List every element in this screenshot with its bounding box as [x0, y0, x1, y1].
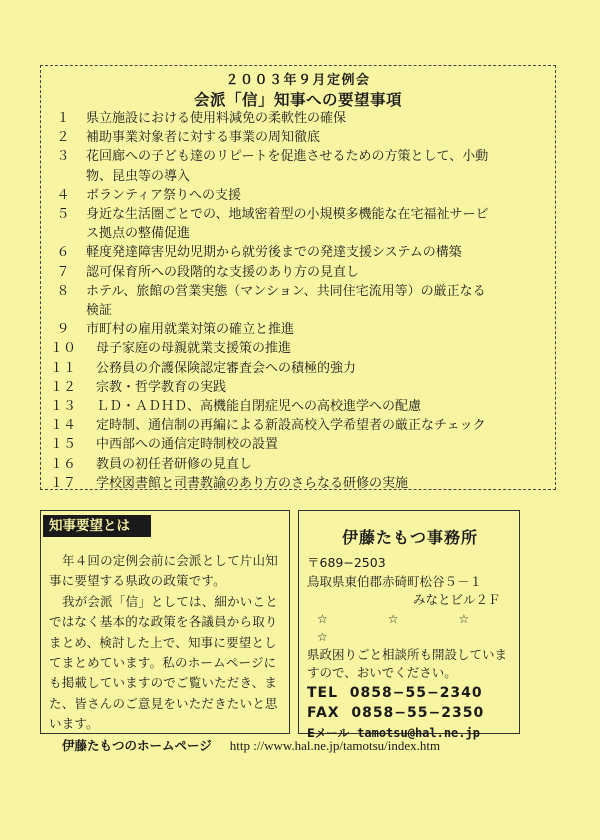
- list-item: [41, 320, 555, 339]
- footer: [62, 736, 440, 754]
- item-number: ７: [56, 264, 70, 280]
- consultation-note: 県政困りごと相談所も開設していますので、おいでください。: [307, 646, 508, 680]
- item-text: 宗教・哲学教育の実践: [96, 379, 227, 395]
- list-item: [41, 205, 555, 243]
- about-requests-body: [49, 551, 283, 735]
- email-address[interactable]: tamotsu@hal.ne.jp: [357, 725, 480, 740]
- item-number: ２: [56, 130, 70, 146]
- list-item: [41, 416, 555, 435]
- about-requests-para1: 年４回の定例会前に会派として片山知事に要望する県政の政策です。: [49, 553, 278, 589]
- item-text: 母子家庭の母親就業支援策の推進: [96, 341, 292, 357]
- list-item: [41, 397, 555, 416]
- item-text: 中西部への通信定時制校の設置: [96, 437, 279, 453]
- item-text: 学校図書館と司書教諭のあり方のさらなる研修の実施: [96, 475, 409, 491]
- item-text: 教員の初任者研修の見直し: [96, 456, 253, 472]
- homepage-link[interactable]: http ://www.hal.ne.jp/tamotsu/index.htm: [229, 738, 441, 753]
- page-title: 会派「信」知事への要望事項: [193, 91, 402, 109]
- item-text: ＬＤ・ＡＤＨＤ、高機能自閉症児への高校進学への配慮: [96, 399, 422, 415]
- list-item: [41, 263, 555, 282]
- item-text: 軽度発達障害児幼児期から就労後までの発達支援システムの構築: [86, 245, 462, 261]
- item-text: 補助事業対象者に対する事業の周知徹底: [86, 130, 321, 146]
- item-text: 市町村の雇用就業対策の確立と推進: [86, 322, 295, 338]
- item-text-continued: ス拠点の整備促進: [86, 226, 191, 242]
- list-item: [41, 435, 555, 454]
- item-number: ９: [56, 322, 70, 338]
- item-text: 花回廊への子ども達のリピートを促進させるための方策として、小動: [86, 149, 489, 165]
- request-items: [41, 109, 555, 493]
- item-number: １２: [49, 379, 76, 395]
- list-item: [41, 147, 555, 185]
- item-number: １: [56, 111, 70, 126]
- office-contact-box: [298, 510, 530, 740]
- tel-number: TEL 0858−55−2340: [307, 684, 483, 701]
- list-item: [41, 186, 555, 205]
- star-divider: ☆ ☆ ☆ ☆: [317, 611, 530, 644]
- list-item: [41, 243, 555, 262]
- homepage-label: 伊藤たもつのホームページ: [62, 738, 212, 753]
- list-item: [41, 128, 555, 147]
- about-requests-para2: 我が会派「信」としては、細かいことではなく基本的な政策を各議員から取りまとめ、検討した上で、知事に要望としてまとめています。私のホームページにも掲載していますのでご覧いただき、また、皆さんのご意見をいただきたいと思います。: [49, 593, 278, 732]
- item-number: １０: [49, 341, 76, 357]
- postal-code: 〒689−2503: [307, 555, 386, 570]
- item-number: １７: [49, 475, 76, 491]
- item-text-continued: 物、昆虫等の導入: [86, 168, 191, 184]
- address-line1: 鳥取県東伯郡赤碕町松谷５－１: [307, 573, 483, 589]
- item-number: １６: [49, 456, 76, 472]
- item-number: ８: [56, 283, 70, 299]
- item-text: ボランティア祭りへの支援: [86, 187, 241, 203]
- item-number: ３: [56, 149, 70, 165]
- list-item: [41, 359, 555, 378]
- list-item: [41, 282, 555, 320]
- address-line2: みなとビル２Ｆ: [413, 592, 501, 607]
- fax-number: FAX 0858−55−2350: [307, 704, 485, 721]
- item-number: ５: [56, 207, 70, 223]
- item-text: ホテル、旅館の営業実態（マンション、共同住宅流用等）の厳正なる: [86, 283, 486, 299]
- office-name: 伊藤たもつ事務所: [341, 528, 478, 547]
- session-title: ２００３年９月定例会: [225, 73, 371, 88]
- item-number: １３: [49, 399, 76, 415]
- list-item: [41, 339, 555, 358]
- item-number: １４: [49, 418, 76, 434]
- item-text: 公務員の介護保険認定審査会への積極的強力: [96, 360, 357, 376]
- email-label: Eメール: [307, 725, 350, 740]
- item-text: 身近な生活圏ごとでの、地域密着型の小規模多機能な在宅福祉サービ: [86, 207, 489, 223]
- request-list-box: [40, 65, 556, 490]
- about-requests-box: [40, 510, 290, 734]
- item-number: １５: [49, 437, 76, 453]
- list-item: [41, 378, 555, 397]
- list-item: [41, 474, 555, 493]
- item-number: ４: [56, 187, 70, 203]
- list-item: [41, 455, 555, 474]
- about-requests-title: 知事要望とは: [43, 515, 151, 537]
- item-text: 定時制、通信制の再編による新設高校入学希望者の厳正なチェック: [96, 418, 486, 434]
- list-item: [41, 109, 555, 128]
- item-number: ６: [56, 245, 70, 261]
- item-number: １１: [49, 360, 76, 376]
- item-text: 認可保育所への段階的な支援のあり方の見直し: [86, 264, 360, 280]
- item-text-continued: 検証: [86, 303, 113, 319]
- item-text: 県立施設における使用料減免の柔軟性の確保: [86, 111, 347, 126]
